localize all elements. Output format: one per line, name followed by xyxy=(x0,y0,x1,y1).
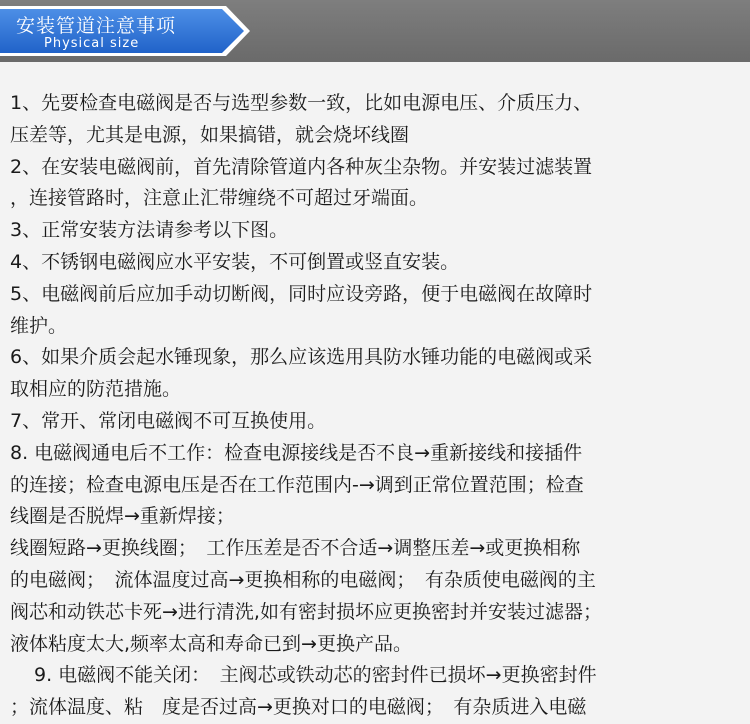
text-line: 阀芯和动铁芯卡死→进行清洗,如有密封损坏应更换密封并安装过滤器； xyxy=(10,600,602,623)
text-line: 的连接；检查电源电压是否在工作范围内-→调到正常位置范围；检查 xyxy=(10,473,584,496)
page-subtitle: Physical size xyxy=(44,36,140,51)
instructions-text xyxy=(10,88,742,724)
text-line: 6、如果介质会起水锤现象，那么应该选用具防水锤功能的电磁阀或采 xyxy=(10,346,593,369)
text-line: 压差等，尤其是电源，如果搞错，就会烧坏线圈 xyxy=(10,123,410,146)
text-line: 8. 电磁阀通电后不工作：检查电源接线是否不良→重新接线和接插件 xyxy=(10,441,583,464)
text-line: 的电磁阀； 流体温度过高→更换相称的电磁阀； 有杂质使电磁阀的主 xyxy=(10,568,596,591)
text-line: ，连接管路时，注意止汇带缠绕不可超过牙端面。 xyxy=(10,187,429,210)
text-line: 维护。 xyxy=(10,314,68,337)
text-line: 液体粘度太大,频率太高和寿命已到→更换产品。 xyxy=(10,632,412,655)
text-line: 取相应的防范措施。 xyxy=(10,378,182,401)
header-band xyxy=(0,0,750,62)
text-line: 1、先要检查电磁阀是否与选型参数一致，比如电源电压、介质压力、 xyxy=(10,92,593,114)
title-tab xyxy=(0,6,250,56)
text-line: 5、电磁阀前后应加手动切断阀，同时应设旁路，便于电磁阀在故障时 xyxy=(10,282,593,305)
text-line: 7、常开、常闭电磁阀不可互换使用。 xyxy=(10,409,327,432)
text-line: 线圈短路→更换线圈； 工作压差是否不合适→调整压差→或更换相称 xyxy=(10,537,581,560)
text-line: ；流体温度、粘 度是否过高→更换对口的电磁阀； 有杂质进入电磁 xyxy=(10,696,587,719)
page-title: 安装管道注意事项 xyxy=(16,15,177,37)
text-line: 2、在安装电磁阀前，首先清除管道内各种灰尘杂物。并安装过滤装置 xyxy=(10,155,593,178)
text-line: 线圈是否脱焊→重新焊接； xyxy=(10,505,235,528)
text-line: 4、不锈钢电磁阀应水平安装，不可倒置或竖直安装。 xyxy=(10,250,460,273)
text-line: 9. 电磁阀不能关闭： 主阀芯或铁动芯的密封件已损坏→更换密封件 xyxy=(34,664,597,687)
text-line: 3、正常安装方法请参考以下图。 xyxy=(10,219,289,242)
